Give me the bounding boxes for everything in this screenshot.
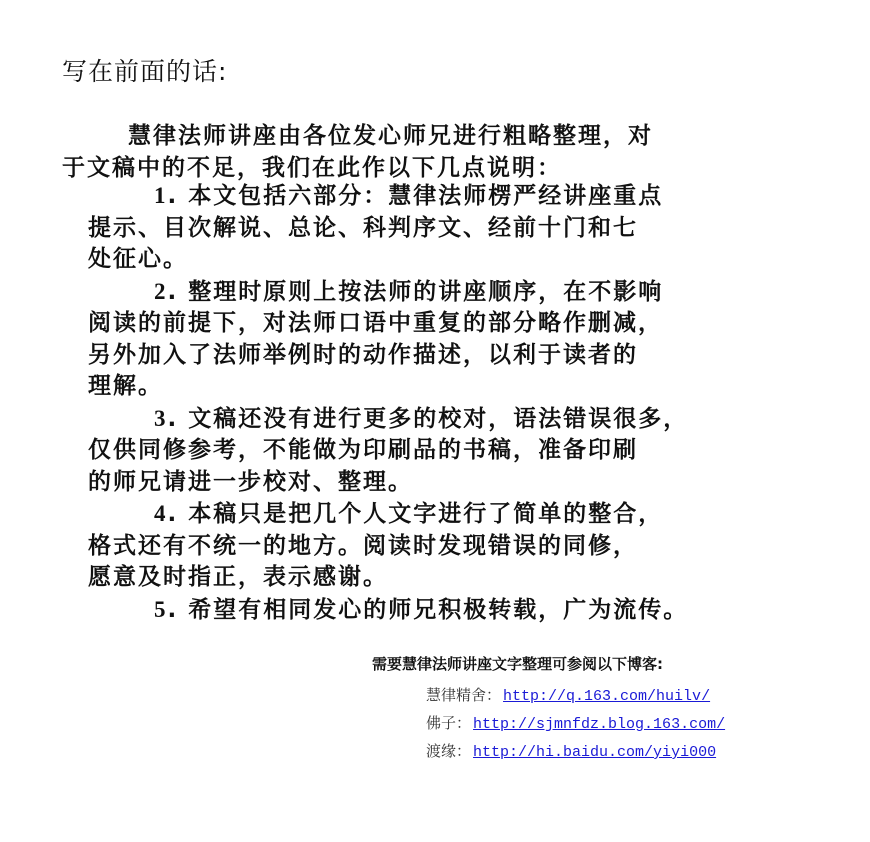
blog-row: [372, 682, 852, 710]
note-line: [88, 594, 828, 627]
note-line: 提示、目次解说、总论、科判序文、经前十门和七: [88, 214, 638, 241]
note-number: 5: [154, 596, 168, 622]
note-item-1: [88, 180, 828, 276]
blog-name: 渡缘: [426, 742, 457, 760]
blog-link[interactable]: http://sjmnfdz.blog.163.com/: [473, 716, 726, 733]
note-line: 理解。: [88, 373, 163, 399]
note-text: . 本稿只是把几个人文字进行了简单的整合，: [167, 501, 664, 527]
note-text: . 希望有相同发心的师兄积极转载，广为流传。: [167, 596, 689, 623]
note-line: 仅供同修参考，不能做为印刷品的书稿，准备印刷: [88, 437, 638, 463]
note-line: [88, 498, 828, 531]
blog-separator: ：: [456, 714, 472, 732]
page-title: 写在前面的话:: [62, 57, 228, 86]
intro-paragraph: [62, 120, 822, 184]
note-number: 3: [154, 405, 168, 431]
blog-separator: ：: [456, 742, 472, 760]
note-text: . 整理时原则上按法师的讲座顺序，在不影响: [167, 278, 664, 305]
blog-references: [372, 652, 852, 766]
note-item-4: [88, 498, 828, 594]
note-text: . 本文包括六部分：慧律法师楞严经讲座重点: [167, 183, 664, 209]
intro-line: 于文稿中的不足，我们在此作以下几点说明：: [62, 155, 562, 181]
note-number: 4: [154, 501, 168, 526]
intro-line: 慧律法师讲座由各位发心师兄进行粗略整理，对: [128, 123, 653, 149]
blog-separator: ：: [486, 686, 502, 704]
note-number: 1: [154, 183, 168, 208]
note-item-2: [88, 276, 828, 403]
blog-name: 佛子: [426, 714, 457, 732]
note-line: [88, 403, 828, 436]
blog-row: [372, 738, 852, 766]
note-line: 愿意及时指正，表示感谢。: [88, 564, 388, 590]
note-item-5: [88, 594, 828, 627]
blog-references-heading: 需要慧律法师讲座文字整理可参阅以下博客:: [372, 655, 664, 673]
note-line: [88, 276, 828, 309]
note-number: 2: [154, 278, 168, 304]
note-line: 另外加入了法师举例时的动作描述，以利于读者的: [88, 341, 638, 368]
blog-link[interactable]: http://hi.baidu.com/yiyi000: [473, 744, 717, 761]
note-line: 格式还有不统一的地方。阅读时发现错误的同修，: [88, 532, 638, 559]
note-line: 处征心。: [88, 246, 188, 272]
note-line: [88, 180, 828, 213]
note-line: 阅读的前提下，对法师口语中重复的部分略作删减，: [88, 310, 663, 336]
blog-row: [372, 710, 852, 738]
blog-name: 慧律精舍: [426, 686, 487, 704]
blog-link[interactable]: http://q.163.com/huilv/: [503, 688, 711, 705]
note-line: 的师兄请进一步校对、整理。: [88, 468, 413, 495]
note-item-3: [88, 403, 828, 499]
notes-list: [88, 180, 828, 626]
note-text: . 文稿还没有进行更多的校对，语法错误很多，: [167, 405, 689, 432]
